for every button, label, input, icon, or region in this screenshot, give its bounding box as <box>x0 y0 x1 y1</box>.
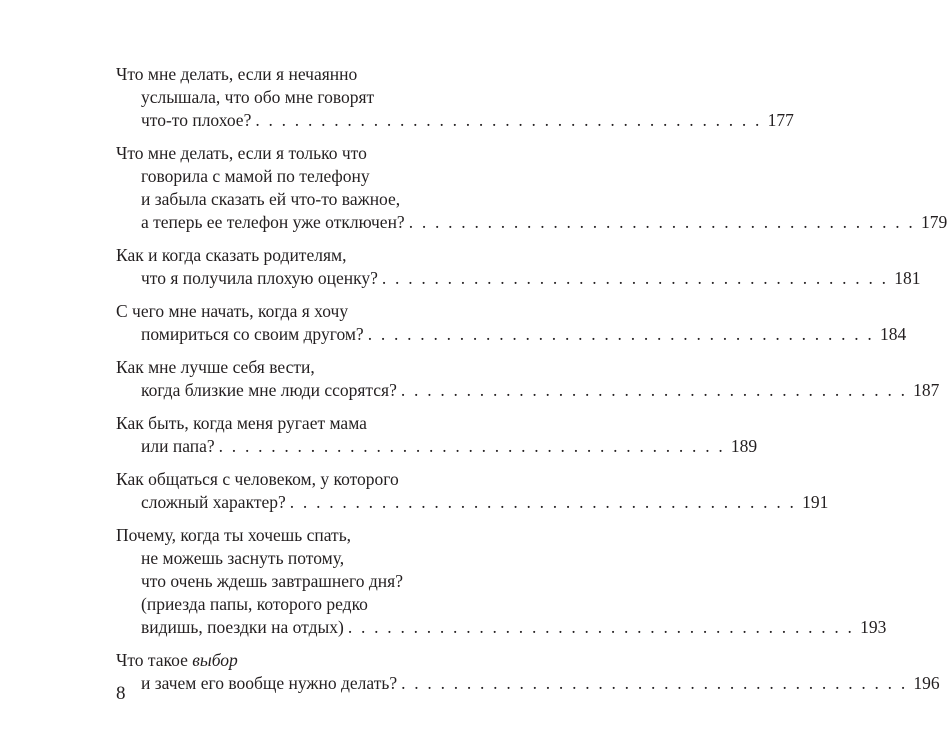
toc-entry-line <box>116 323 907 346</box>
toc-entry-line <box>116 570 494 593</box>
toc-entry-line <box>116 468 494 491</box>
toc-entry-text <box>116 357 315 377</box>
toc-entry-text <box>141 571 403 591</box>
toc-entry-segment: и забыла сказать ей что-то важное, <box>141 189 401 209</box>
toc-entry-text <box>116 413 367 433</box>
toc-page-number: 184 <box>879 324 907 344</box>
toc-entry-line <box>116 109 794 132</box>
toc-leader-dots: . . . . . . . . . . . . . . . . . . . . . . . . . . . . . . . . . . . . . . . <box>367 324 874 344</box>
toc-entry-segment: Как общаться с человеком, у которого <box>116 469 399 489</box>
toc-leader-dots: . . . . . . . . . . . . . . . . . . . . . . . . . . . . . . . . . . . . . . . <box>218 436 725 456</box>
toc-entry-segment: когда близкие мне люди ссорятся? <box>141 380 397 400</box>
toc-entry-text <box>141 109 251 132</box>
toc-entry-segment: Что такое <box>116 650 193 670</box>
toc-entry-text <box>141 594 368 614</box>
toc-leader-dots: . . . . . . . . . . . . . . . . . . . . . . . . . . . . . . . . . . . . . . . <box>381 268 889 288</box>
toc-entry-segment: а теперь ее телефон уже отключен? <box>141 212 405 232</box>
toc-entry-text <box>116 525 351 545</box>
toc-entry-line <box>116 491 829 514</box>
toc-entry-emphasis: выбор <box>192 650 238 670</box>
toc-entry-segment: С чего мне начать, когда я хочу <box>116 301 349 321</box>
toc-entry-segment: что очень ждешь завтрашнего дня? <box>141 571 403 591</box>
toc-entry <box>116 142 947 234</box>
toc-entry-segment: или папа? <box>141 436 215 456</box>
toc-page-number: 179 <box>920 212 947 232</box>
toc-entry-text <box>116 245 346 265</box>
toc-entry-text <box>141 491 286 514</box>
toc-entry-text <box>141 548 344 568</box>
toc-entry-segment: Почему, когда ты хочешь спать, <box>116 525 352 545</box>
toc-leader-dots: . . . . . . . . . . . . . . . . . . . . . . . . . . . . . . . . . . . . . . . <box>255 110 762 130</box>
toc-entry-text <box>141 87 374 107</box>
toc-entry-line <box>116 412 494 435</box>
toc-entry-line <box>116 188 494 211</box>
toc-entry <box>116 356 940 402</box>
toc-entry-line <box>116 356 494 379</box>
toc-entry-line <box>116 593 494 616</box>
toc-entry-segment: Как быть, когда меня ругает мама <box>116 413 367 433</box>
toc-entry-segment: не можешь заснуть потому, <box>141 548 345 568</box>
toc-entry-text <box>141 267 378 290</box>
toc-leader-dots: . . . . . . . . . . . . . . . . . . . . . . . . . . . . . . . . . . . . . . . <box>401 673 908 693</box>
toc-entry-text <box>141 166 370 186</box>
toc-entry <box>116 63 794 132</box>
toc-entry-segment: услышала, что обо мне говорят <box>141 87 375 107</box>
toc-entry-text <box>141 672 397 695</box>
toc-entry-segment: Что мне делать, если я только что <box>116 143 367 163</box>
toc-entry-segment: и зачем его вообще нужно делать? <box>141 673 398 693</box>
table-of-contents <box>116 63 947 705</box>
toc-entry-segment: Как мне лучше себя вести, <box>116 357 315 377</box>
toc-entry-segment: (приезда папы, которого редко <box>141 594 368 614</box>
toc-entry-segment: сложный характер? <box>141 492 286 512</box>
toc-entry-segment: помириться со своим другом? <box>141 324 364 344</box>
toc-entry-line <box>116 616 887 639</box>
toc-entry <box>116 649 940 695</box>
toc-entry-line <box>116 63 494 86</box>
toc-entry-line <box>116 142 494 165</box>
toc-entry-line <box>116 267 921 290</box>
toc-entry <box>116 244 921 290</box>
toc-entry-text <box>116 143 367 163</box>
toc-entry-text <box>116 469 399 489</box>
toc-entry <box>116 468 829 514</box>
toc-entry-text <box>141 189 400 209</box>
toc-entry-segment: что-то плохое? <box>141 110 252 130</box>
toc-entry-text <box>141 323 364 346</box>
toc-entry-line <box>116 649 494 672</box>
toc-entry-line <box>116 379 940 402</box>
toc-entry-segment: Как и когда сказать родителям, <box>116 245 347 265</box>
toc-entry <box>116 524 887 639</box>
toc-entry-text <box>141 379 397 402</box>
toc-entry-text <box>141 211 405 234</box>
toc-page-number: 191 <box>802 492 829 512</box>
toc-page-number: 187 <box>913 380 940 400</box>
toc-entry-line <box>116 211 947 234</box>
toc-entry-line <box>116 672 940 695</box>
toc-page-number: 189 <box>730 436 758 456</box>
toc-entry-text <box>116 64 357 84</box>
toc-entry-segment: что я получила плохую оценку? <box>141 268 378 288</box>
toc-page-number: 181 <box>894 268 921 288</box>
toc-entry-text <box>116 301 348 321</box>
toc-entry <box>116 412 758 458</box>
toc-entry-line <box>116 300 494 323</box>
toc-entry-line <box>116 547 494 570</box>
toc-entry-line <box>116 86 494 109</box>
toc-entry-segment: Что мне делать, если я нечаянно <box>116 64 358 84</box>
page-number: 8 <box>116 683 126 704</box>
toc-entry <box>116 300 907 346</box>
toc-entry-line <box>116 244 494 267</box>
toc-page-number: 196 <box>913 673 940 693</box>
toc-leader-dots: . . . . . . . . . . . . . . . . . . . . . . . . . . . . . . . . . . . . . . . <box>408 212 915 232</box>
toc-entry-segment: видишь, поездки на отдых) <box>141 617 344 637</box>
toc-entry-line <box>116 165 494 188</box>
toc-leader-dots: . . . . . . . . . . . . . . . . . . . . . . . . . . . . . . . . . . . . . . . <box>347 617 855 637</box>
toc-page-number: 193 <box>860 617 887 637</box>
toc-leader-dots: . . . . . . . . . . . . . . . . . . . . . . . . . . . . . . . . . . . . . . . <box>400 380 908 400</box>
toc-entry-text <box>141 616 344 639</box>
toc-page-number: 177 <box>767 110 794 130</box>
toc-entry-segment: говорила с мамой по телефону <box>141 166 370 186</box>
toc-entry-line <box>116 524 494 547</box>
toc-entry-text <box>116 650 238 670</box>
toc-entry-line <box>116 435 758 458</box>
toc-entry-text <box>141 435 215 458</box>
toc-leader-dots: . . . . . . . . . . . . . . . . . . . . . . . . . . . . . . . . . . . . . . . <box>289 492 797 512</box>
